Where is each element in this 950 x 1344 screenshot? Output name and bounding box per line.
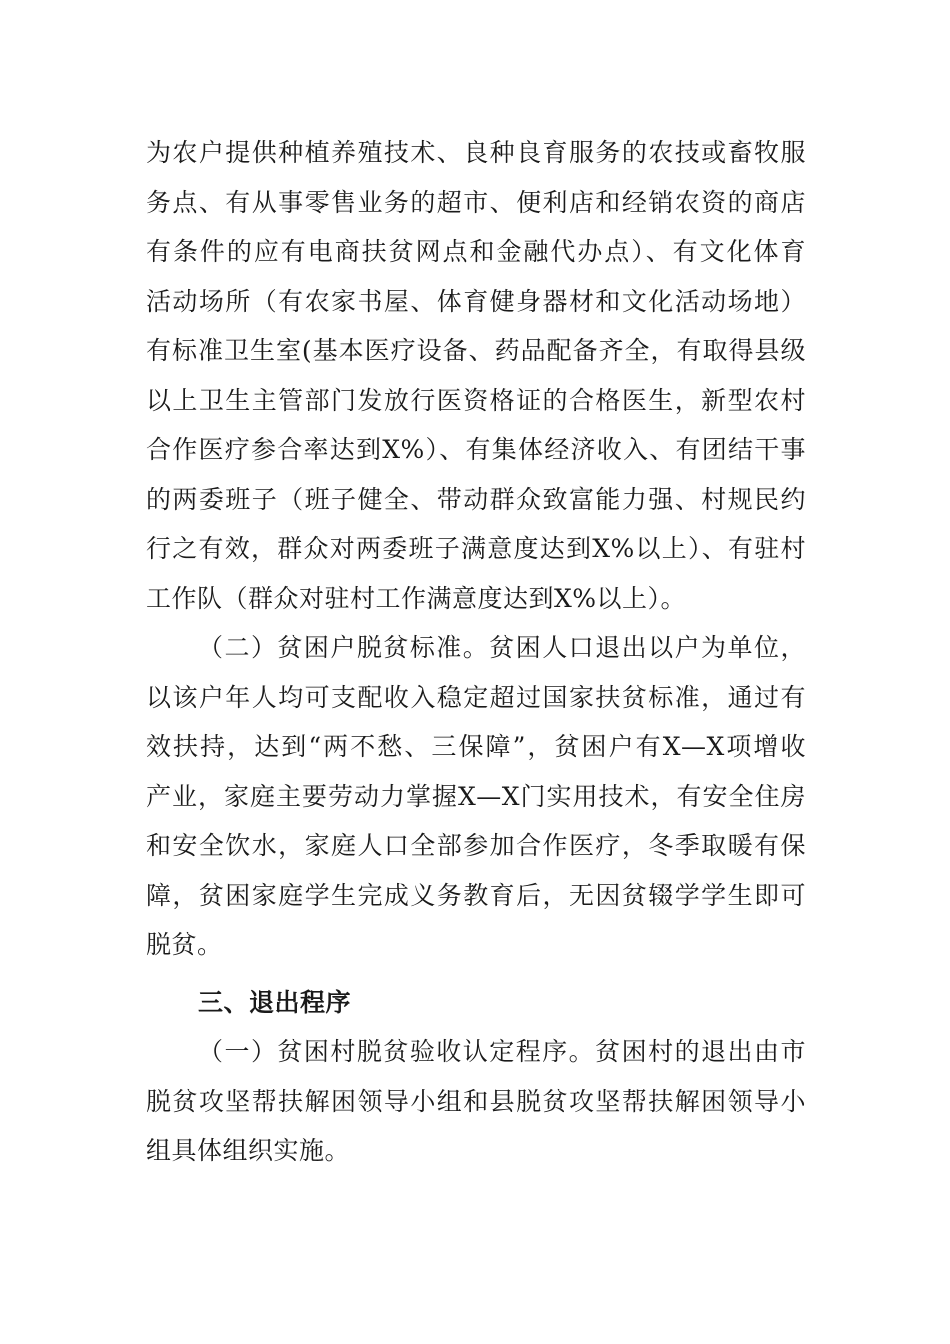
- text-line: 有标准卫生室(基本医疗设备、药品配备齐全，有取得县级: [146, 336, 806, 365]
- paragraph-village-procedure: [146, 1027, 806, 1176]
- text-line: 合作医疗参合率达到X%）、有集体经济收入、有团结干事: [146, 435, 806, 464]
- document-body: [146, 128, 806, 1176]
- text-line: 障，贫困家庭学生完成义务教育后，无因贫辍学学生即可: [146, 880, 806, 910]
- text-line: （二）贫困户脱贫标准。贫困人口退出以户为单位，: [198, 633, 806, 662]
- paragraph-household-standards: [146, 623, 806, 970]
- text-line: 产业，家庭主要劳动力掌握X—X门实用技术，有安全住房: [146, 781, 806, 811]
- section-heading: 三、退出程序: [198, 987, 352, 1017]
- text-line: 为农户提供种植养殖技术、良种良育服务的农技或畜牧服: [146, 138, 806, 167]
- text-line: 有条件的应有电商扶贫网点和金融代办点）、有文化体育: [146, 237, 806, 266]
- text-line: 以上卫生主管部门发放行医资格证的合格医生，新型农村: [146, 385, 806, 415]
- text-line: （一）贫困村脱贫验收认定程序。贫困村的退出由市: [198, 1037, 806, 1066]
- text-line: 组具体组织实施。: [146, 1136, 351, 1165]
- text-line: 以该户年人均可支配收入稳定超过国家扶贫标准，通过有: [146, 682, 806, 712]
- paragraph-gap: [146, 970, 806, 978]
- text-line: 务点、有从事零售业务的超市、便利店和经销农资的商店: [146, 187, 806, 217]
- text-line: 工作队（群众对驻村工作满意度达到X%以上）。: [146, 583, 687, 613]
- text-line: 活动场所（有农家书屋、体育健身器材和文化活动场地）: [146, 286, 806, 316]
- text-line: 效扶持，达到“两不愁、三保障”，贫困户有X—X项增收: [146, 732, 806, 761]
- text-line: 和安全饮水，家庭人口全部参加合作医疗，冬季取暖有保: [146, 831, 806, 860]
- paragraph-village-standards: [146, 128, 806, 623]
- text-line: 的两委班子（班子健全、带动群众致富能力强、村规民约: [146, 484, 806, 514]
- text-line: 脱贫攻坚帮扶解困领导小组和县脱贫攻坚帮扶解困领导小: [146, 1086, 806, 1116]
- text-line: 行之有效，群众对两委班子满意度达到X%以上）、有驻村: [146, 534, 806, 563]
- text-line: 脱贫。: [146, 930, 223, 959]
